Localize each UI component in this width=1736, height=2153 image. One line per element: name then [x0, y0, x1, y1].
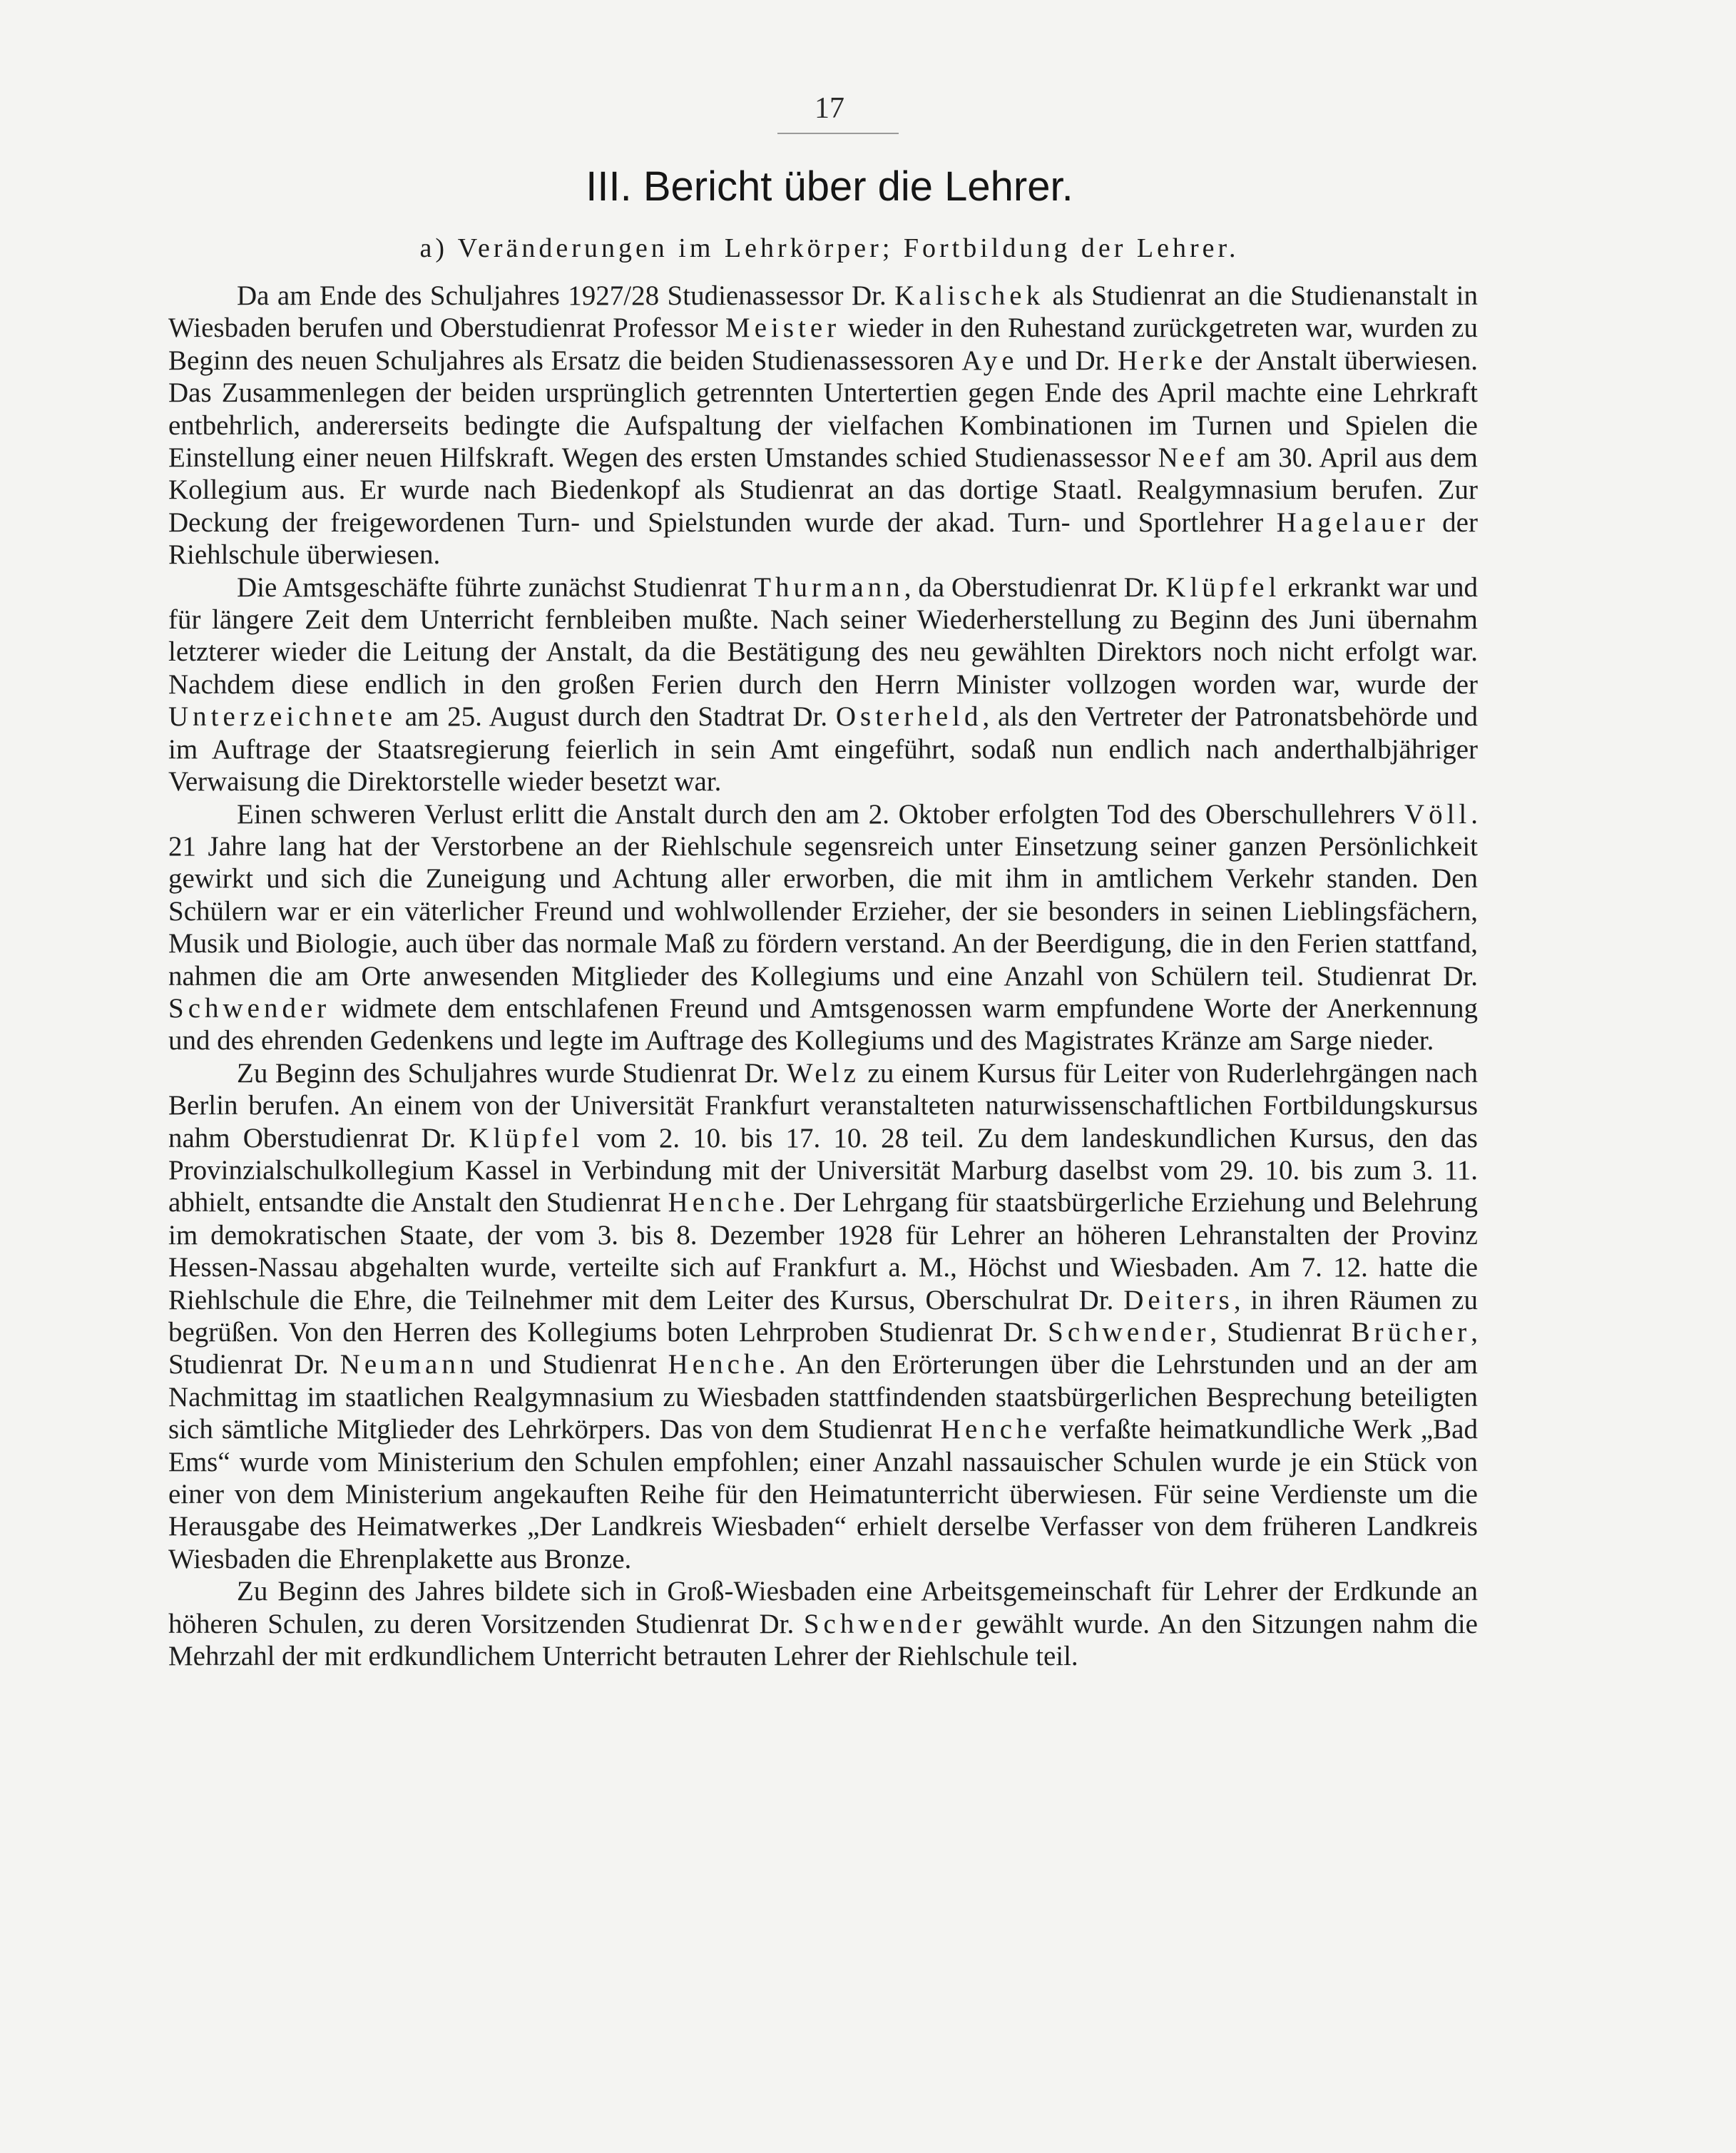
paragraph-text: am 25. August durch den Stadtrat Dr. [397, 701, 836, 733]
emphasized-name: Schwender [1048, 1317, 1210, 1348]
paragraph-text: , da Oberstudienrat Dr. [904, 571, 1166, 603]
paragraph-text: der Riehlschule überwiesen. [168, 507, 1478, 571]
paragraph-text: , Studienrat Dr. [168, 1317, 1478, 1380]
emphasized-name: Klüpfel [469, 1122, 584, 1154]
paragraph-text: der Anstalt überwiesen. Das Zusammenlegen der beiden ursprünglich getrennten Untertertien gegen Ende des April machte eine Lehrkraft entbehrlich, andererseits bedingte die Aufspaltung der vielfachen Kombinationen im Turnen und Spielen die Einstellung einer neuen Hilfskraft. Wegen des ersten Umstandes schied Studienassessor [168, 345, 1479, 474]
paragraph-text: . An den Erörterungen über die Lehrstunden und an der am Nachmittag im staatlichen Realgymnasium zu Wiesbaden stattfindenden staatsbürgerlichen Besprechung beteiligten sich sämtliche Mitglieder des Lehrkörpers. Das von dem Studienrat [168, 1349, 1478, 1445]
emphasized-name: Klüpfel [1165, 571, 1281, 603]
paragraph-text: und Studienrat [478, 1349, 668, 1380]
paragraph-text: Zu Beginn des Schuljahres wurde Studienrat Dr. [237, 1057, 787, 1089]
emphasized-name: Aye [961, 345, 1018, 376]
paragraph [168, 798, 1478, 1057]
emphasized-name: Schwender [168, 992, 331, 1024]
paragraph-text: , in ihren Räumen zu begrüßen. Von den Herren des Kollegiums boten Lehrproben Studienrat Dr. [168, 1284, 1478, 1348]
emphasized-name: Hagelauer [1276, 507, 1429, 538]
chapter-title: III. Bericht über die Lehrer. [586, 163, 1073, 210]
emphasized-name: Deiters [1123, 1284, 1234, 1315]
emphasized-name: Henche [668, 1187, 779, 1218]
paragraph-text: vom 2. 10. bis 17. 10. 28 teil. Zu dem landeskundlichen Kursus, den das Provinzialschulkollegium Kassel in Verbindung mit der Universität Marburg daselbst vom 29. 10. bis zum 3. 11. abhielt, entsandte die Anstalt den Studienrat [168, 1122, 1478, 1218]
paragraph [168, 1057, 1478, 1576]
emphasized-name: Henche [668, 1349, 779, 1380]
paragraph-text: widmete dem entschlafenen Freund und Amtsgenossen warm empfundene Worte der Anerkennung und des ehrenden Gedenkens und legte im Auftrage des Kollegiums und des Magistrates Kränze am Sarge nieder. [168, 992, 1478, 1057]
emphasized-name: Welz [786, 1057, 860, 1089]
body-text [168, 280, 1478, 1672]
emphasized-name: Unterzeichnete [168, 701, 397, 733]
emphasized-name: Thurmann [754, 571, 904, 603]
emphasized-name: Henche [940, 1414, 1051, 1445]
paragraph-text: erkrankt war und für längere Zeit dem Unterricht fernbleiben mußte. Nach seiner Wiederherstellung zu Beginn des Juni übernahm letzterer wieder die Leitung der Anstalt, da die Bestätigung des neu gewählten Direktors noch nicht erfolgt war. Nachdem diese endlich in den großen Ferien durch den Herrn Minister vollzogen worden war, wurde der [168, 571, 1478, 700]
paragraph-text: , Studienrat [1210, 1317, 1352, 1348]
emphasized-name: Kalischek [894, 280, 1045, 311]
paragraph-text: Zu Beginn des Jahres bildete sich in Groß-Wiesbaden eine Arbeitsgemeinschaft für Lehrer der Erdkunde an höheren Schulen, zu deren Vorsitzenden Studienrat Dr. [168, 1576, 1478, 1639]
page-number-rule [777, 133, 899, 134]
page-number: 17 [815, 92, 844, 125]
paragraph-text: gewählt wurde. An den Sitzungen nahm die Mehrzahl der mit erdkundlichem Unterricht betrauten Lehrer der Riehlschule teil. [168, 1608, 1478, 1672]
paragraph-text: und Dr. [1018, 345, 1118, 376]
paragraph-text: zu einem Kursus für Leiter von Ruderlehrgängen nach Berlin berufen. An einem von der Universität Frankfurt veranstalteten naturwissenschaftlichen Fortbildungskursus nahm Oberstudienrat Dr. [168, 1057, 1478, 1154]
paragraph [168, 1575, 1478, 1672]
paragraph-text: , als den Vertreter der Patronatsbehörde und im Auftrage der Staatsregierung feierlich in sein Amt eingeführt, sodaß nun endlich nach anderthalbjähriger Verwaisung die Direktorstelle wieder besetzt war. [168, 701, 1478, 798]
emphasized-name: Herke [1117, 345, 1207, 376]
paragraph [168, 571, 1478, 798]
emphasized-name: Brücher [1351, 1317, 1471, 1348]
paragraph-text: Einen schweren Verlust erlitt die Anstalt durch den am 2. Oktober erfolgten Tod des Oberschullehrers [237, 798, 1404, 830]
paragraph-text: . Der Lehrgang für staatsbürgerliche Erziehung und Belehrung im demokratischen Staate, der vom 3. bis 8. Dezember 1928 für Lehrer an höheren Lehranstalten der Provinz Hessen-Nassau abgehalten wurde, verteilte sich auf Frankfurt a. M., Höchst und Wiesbaden. Am 7. 12. hatte die Riehlschule die Ehre, die Teilnehmer mit dem Leiter des Kursus, Oberschulrat Dr. [168, 1187, 1478, 1315]
paragraph-text: als Studienrat an die Studienanstalt in Wiesbaden berufen und Oberstudienrat Professor [168, 280, 1478, 344]
paragraph-text: Die Amtsgeschäfte führte zunächst Studienrat [237, 571, 755, 603]
paragraph [168, 280, 1478, 571]
paragraph-text: verfaßte heimatkundliche Werk „Bad Ems“ wurde vom Ministerium den Schulen empfohlen; einer Anzahl nassauischer Schulen wurde je ein Stück von einer von dem Ministerium angekauften Reihe für den Heimatunterricht überwiesen. Für seine Verdienste um die Herausgabe des Heimatwerkes „Der Landkreis Wiesbaden“ erhielt derselbe Verfasser von dem früheren Landkreis Wiesbaden die Ehrenplakette aus Bronze. [168, 1414, 1478, 1574]
section-heading: a) Veränderungen im Lehrkörper; Fortbildung der Lehrer. [419, 233, 1240, 263]
paragraph-text: wieder in den Ruhestand zurückgetreten war, wurden zu Beginn des neuen Schuljahres als Ersatz die beiden Studienassessoren [168, 312, 1478, 376]
emphasized-name: Neef [1158, 442, 1230, 474]
paragraph-text: . 21 Jahre lang hat der Verstorbene an der Riehlschule segensreich unter Einsetzung seiner ganzen Persönlichkeit gewirkt und sich die Zuneigung und Achtung aller erworben, die mit ihm in amtlichem Verkehr standen. Den Schülern war er ein väterlicher Freund und wohlwollender Erzieher, der sie besonders in seinen Lieblingsfächern, Musik und Biologie, auch über das normale Maß zu fördern verstand. An der Beerdigung, die in den Ferien stattfand, nahmen die am Orte anwesenden Mitglieder des Kollegiums und eine Anzahl von Schülern teil. Studienrat Dr. [168, 798, 1478, 992]
emphasized-name: Meister [725, 312, 841, 344]
emphasized-name: Schwender [803, 1608, 966, 1639]
paragraph-text: Da am Ende des Schuljahres 1927/28 Studienassessor Dr. [237, 280, 895, 311]
paragraph-text: am 30. April aus dem Kollegium aus. Er wurde nach Biedenkopf als Studienrat an das dortige Staatl. Realgymnasium berufen. Zur Deckung der freigewordenen Turn- und Spielstunden wurde der akad. Turn- und Sportlehrer [168, 442, 1479, 538]
emphasized-name: Neumann [339, 1349, 479, 1380]
emphasized-name: Osterheld [835, 701, 983, 733]
emphasized-name: Völl [1404, 798, 1471, 830]
